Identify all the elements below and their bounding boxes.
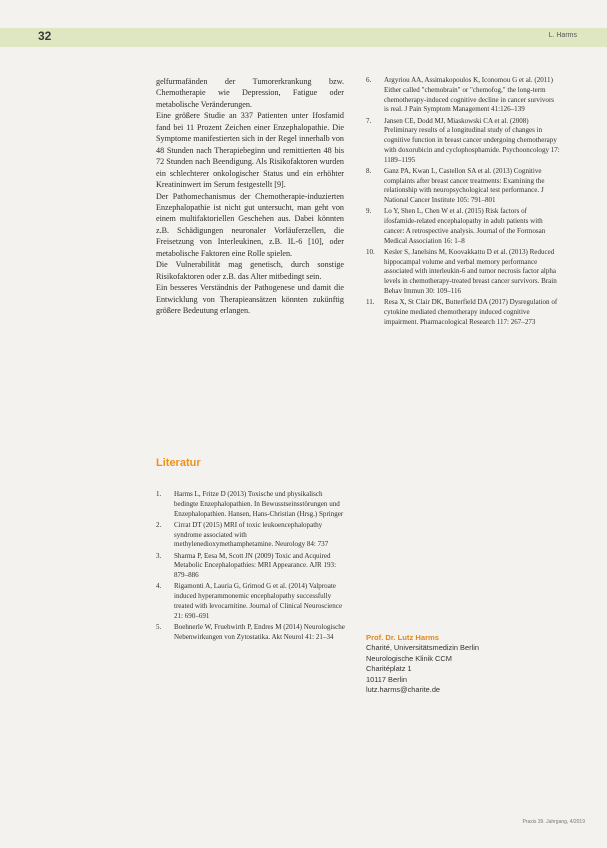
reference-item xyxy=(366,76,560,115)
reference-text: Resa X, St Clair DK, Butterfield DA (2017) Dysregulation of cytokine mediated chemotherapy induced cognitive impairment. Pharmacological Research 117: 267–273 xyxy=(384,298,558,326)
reference-item xyxy=(366,167,560,206)
reference-item xyxy=(156,490,346,519)
reference-item xyxy=(366,298,560,327)
reference-text: Jansen CE, Dodd MJ, Miaskowski CA et al. (2008) Preliminary results of a longitudinal study of changes in cognitive function in breast cancer undergoing chemotherapy with doxorubicin and cyclophosphamide. Psychooncology 17: 1189–1195 xyxy=(384,116,560,164)
running-head: L. Harms xyxy=(548,32,577,39)
body-paragraph: gelfurmafänden der Tumorerkrankung bzw. Chemotherapie wie Depression, Fatigue oder metabolische Veränderungen. xyxy=(156,77,344,109)
body-paragraph: Ein besseres Verständnis der Pathogenese und damit die Entwicklung von Therapieansätzen könnten zukünftig größere Bedeutung erlangen. xyxy=(156,283,344,316)
reference-number: 6. xyxy=(366,76,372,84)
reference-item xyxy=(366,248,560,297)
author-affiliation: Charité, Universitätsmedizin Berlin xyxy=(366,643,479,653)
author-street: Charitéplatz 1 xyxy=(366,664,412,674)
reference-number: 1. xyxy=(156,490,162,498)
reference-number: 9. xyxy=(366,207,372,216)
header-bar xyxy=(0,28,607,47)
reference-number: 11. xyxy=(366,298,375,306)
body-paragraph: Eine größere Studie an 337 Patienten unter Ifosfamid fand bei 11 Prozent Zeichen einer Enzephalopathie. Die Symptome manifestierten sich in der Regel innerhalb von 48 Stunden nach Therapiebeginn und remittierten 48 bis 72 Stunden nach Beendigung. Als Risikofaktoren wurden ein schlechterer onkologischer Status und ein erhöhter Kreatininwert im Serum festgestellt [9]. xyxy=(156,111,344,190)
body-paragraph: Die Vulnerabilität mag genetisch, durch sonstige Risikofaktoren oder z.B. das Alter mitbedingt sein. xyxy=(156,260,344,281)
author-contact xyxy=(366,633,546,695)
reference-number: 10. xyxy=(366,247,375,256)
reference-item xyxy=(366,207,560,246)
reference-list-right xyxy=(366,76,560,329)
reference-text: Rigamonti A, Lauria G, Grimod G et al. (2014) Valproate induced hyperammonemic encephalopathy successfully treated with levocarnitine. Journal of Clinical Neuroscience 21: 690–691 xyxy=(174,582,343,620)
author-city: 10117 Berlin xyxy=(366,674,407,684)
page-footer: Praxis 39. Jahrgang, 4/2019 xyxy=(522,819,585,825)
reference-number: 8. xyxy=(366,166,372,175)
page-number: 32 xyxy=(38,29,52,43)
body-text-column xyxy=(156,76,344,317)
reference-item xyxy=(366,117,560,166)
author-department: Neurologische Klinik CCM xyxy=(366,653,452,663)
reference-text: Lo Y, Shen L, Chen W et al. (2015) Risk factors of ifosfamide-related encephalopathy in adult patients with cancer: A retrospective analysis. Journal of the Formosan Medical Association 16: 1–8 xyxy=(384,207,546,245)
reference-text: Harms L, Fritze D (2013) Toxische und physikalisch bedingte Enzephalopathien. In Bewusstseinsstörungen und Enzephalopathien. Hansen, Hans-Christian (Hrsg.) Springer xyxy=(174,490,344,518)
reference-item xyxy=(156,582,346,621)
reference-item xyxy=(156,552,346,581)
reference-number: 5. xyxy=(156,622,162,631)
reference-text: Argyriou AA, Assimakopoulos K, Iconomou G et al. (2011) Either called "chemobrain" or "chemofog," the long-term chemotherapy-induced cognitive decline in cancer survivors is real. J Pain Symptom Management 41:126–139 xyxy=(384,76,555,114)
reference-number: 7. xyxy=(366,116,372,125)
body-paragraph: Der Pathomechanismus der Chemotherapie-induzierten Enzephalopathie ist nicht gut untersucht, man geht von einem multifaktoriellen Geschehen aus. Dabei könnten z.B. Schädigungen neuronaler Vorläuferzellen, die Freisetzung von Interleukinen, z.B. IL-6 [10], oder metabolische Faktoren eine Rolle spielen. xyxy=(156,191,344,258)
reference-number: 2. xyxy=(156,520,162,529)
reference-text: Boehnerle W, Fruehwirth P, Endres M (2014) Neurologische Nebenwirkungen von Zytostatika. Akt Neurol 41: 21–34 xyxy=(174,622,345,641)
reference-item xyxy=(156,521,346,550)
reference-text: Ganz PA, Kwan L, Castellon SA et al. (2013) Cognitive complaints after breast cancer treatments: Examining the relationship with neuropsychological test performance. J National Cancer Institute 105: 791–801 xyxy=(384,166,545,204)
reference-item xyxy=(156,623,346,643)
reference-text: Kesler S, Janelsins M, Koovakkattu D et al. (2013) Reduced hippocampal volume and verbal memory performance associated with interleukin-6 and tumor necrosis factor alpha levels in chemotherapy-treated breast cancer survivors. Brain Behav Immun 30: 109–116 xyxy=(384,247,557,295)
reference-list-left xyxy=(156,490,346,644)
author-name: Prof. Dr. Lutz Harms xyxy=(366,633,439,642)
reference-number: 3. xyxy=(156,551,162,560)
reference-number: 4. xyxy=(156,582,162,591)
reference-text: Sharma P, Eesa M, Scott JN (2009) Toxic and Acquired Metabolic Encephalopathies: MRI Appearance. AJR 193: 879–886 xyxy=(174,551,337,579)
author-email[interactable]: lutz.harms@charite.de xyxy=(366,685,441,695)
reference-text: Cirrat DT (2015) MRI of toxic leukoencephalopathy syndrome associated with methylenedioxymethamphetamine. Neurology 84: 737 xyxy=(174,520,329,549)
section-title-literatur: Literatur xyxy=(156,457,201,469)
